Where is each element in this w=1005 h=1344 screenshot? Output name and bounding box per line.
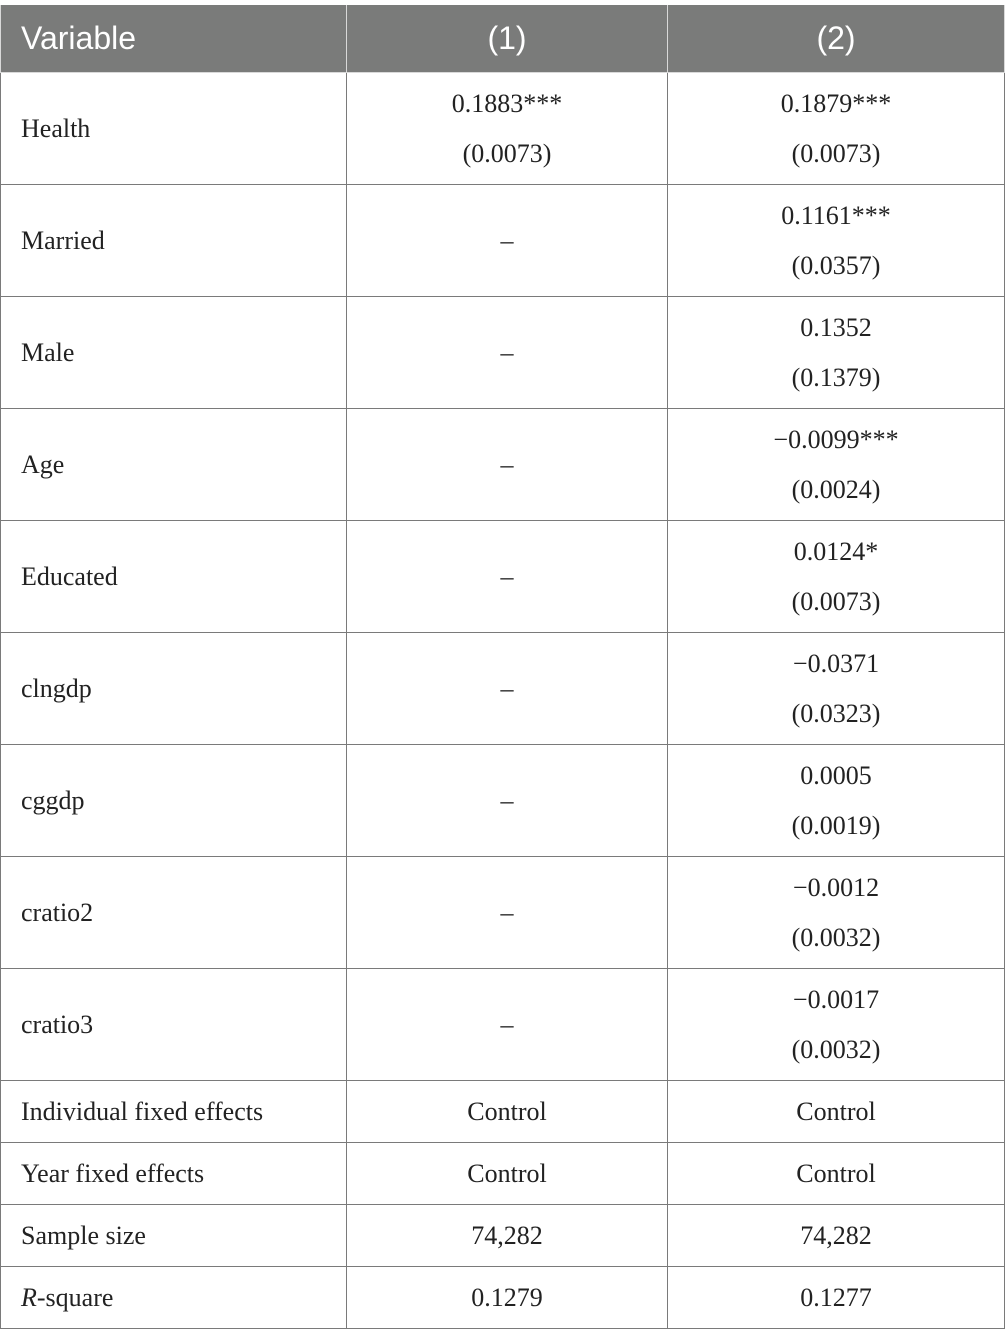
regression-table bbox=[0, 5, 1005, 1329]
cell-col2 bbox=[668, 745, 1005, 857]
column-1-header: (1) bbox=[347, 5, 668, 73]
cell-col1: Control bbox=[347, 1081, 668, 1143]
coefficient: 0.1352 bbox=[800, 312, 872, 342]
standard-error: (0.0024) bbox=[791, 474, 881, 504]
table-row-year-fe bbox=[1, 1143, 1005, 1205]
row-label: Year fixed effects bbox=[1, 1143, 347, 1205]
cell-col1: 74,282 bbox=[347, 1205, 668, 1267]
table-row-clngdp bbox=[1, 633, 1005, 745]
cell-col2 bbox=[668, 969, 1005, 1081]
standard-error: (0.0032) bbox=[791, 1034, 881, 1064]
table-row-cratio3 bbox=[1, 969, 1005, 1081]
cell-col1: – bbox=[347, 185, 668, 297]
table-row-health bbox=[1, 73, 1005, 185]
cell-col2 bbox=[668, 73, 1005, 185]
row-label: Educated bbox=[1, 521, 347, 633]
table-row-cggdp bbox=[1, 745, 1005, 857]
table-row-individual-fe bbox=[1, 1081, 1005, 1143]
coefficient: 0.1883*** bbox=[451, 88, 563, 118]
coefficient: 0.0005 bbox=[800, 760, 872, 790]
row-label: Age bbox=[1, 409, 347, 521]
table-row-educated bbox=[1, 521, 1005, 633]
table-row-married bbox=[1, 185, 1005, 297]
coefficient: −0.0017 bbox=[792, 984, 880, 1014]
variable-header: Variable bbox=[1, 5, 347, 73]
cell-col2: Control bbox=[668, 1081, 1005, 1143]
table-row-male bbox=[1, 297, 1005, 409]
cell-col1: – bbox=[347, 521, 668, 633]
row-label: cratio2 bbox=[1, 857, 347, 969]
cell-col1: – bbox=[347, 969, 668, 1081]
row-label: Sample size bbox=[1, 1205, 347, 1267]
cell-col2 bbox=[668, 409, 1005, 521]
r-square-suffix: -square bbox=[36, 1282, 114, 1312]
table-row-cratio2 bbox=[1, 857, 1005, 969]
column-2-header: (2) bbox=[668, 5, 1005, 73]
cell-col1: – bbox=[347, 297, 668, 409]
coefficient: −0.0371 bbox=[792, 648, 880, 678]
coefficient: −0.0099*** bbox=[773, 424, 899, 454]
row-label: Health bbox=[1, 73, 347, 185]
cell-col1: Control bbox=[347, 1143, 668, 1205]
coefficient: 0.1161*** bbox=[781, 200, 891, 230]
row-label bbox=[1, 1267, 347, 1329]
coefficient: 0.1879*** bbox=[780, 88, 892, 118]
standard-error: (0.0073) bbox=[791, 138, 881, 168]
cell-col2: Control bbox=[668, 1143, 1005, 1205]
cell-col1: – bbox=[347, 745, 668, 857]
table-row-age bbox=[1, 409, 1005, 521]
row-label: clngdp bbox=[1, 633, 347, 745]
cell-col1: – bbox=[347, 409, 668, 521]
cell-col1: – bbox=[347, 857, 668, 969]
standard-error: (0.0019) bbox=[791, 810, 881, 840]
coefficient: 0.0124* bbox=[793, 536, 879, 566]
row-label: cratio3 bbox=[1, 969, 347, 1081]
cell-col2 bbox=[668, 185, 1005, 297]
table-row-r-square bbox=[1, 1267, 1005, 1329]
row-label: Individual fixed effects bbox=[1, 1081, 347, 1143]
cell-col2 bbox=[668, 297, 1005, 409]
standard-error: (0.0073) bbox=[791, 586, 881, 616]
cell-col2: 74,282 bbox=[668, 1205, 1005, 1267]
cell-col2: 0.1277 bbox=[668, 1267, 1005, 1329]
coefficient: −0.0012 bbox=[792, 872, 880, 902]
standard-error: (0.0323) bbox=[791, 698, 881, 728]
standard-error: (0.1379) bbox=[791, 362, 881, 392]
row-label: cggdp bbox=[1, 745, 347, 857]
cell-col2 bbox=[668, 633, 1005, 745]
cell-col2 bbox=[668, 857, 1005, 969]
table-row-sample-size bbox=[1, 1205, 1005, 1267]
row-label: Married bbox=[1, 185, 347, 297]
standard-error: (0.0357) bbox=[791, 250, 881, 280]
cell-col1 bbox=[347, 73, 668, 185]
r-symbol: R bbox=[21, 1282, 37, 1312]
cell-col1: – bbox=[347, 633, 668, 745]
cell-col1: 0.1279 bbox=[347, 1267, 668, 1329]
cell-col2 bbox=[668, 521, 1005, 633]
standard-error: (0.0073) bbox=[462, 138, 552, 168]
row-label: Male bbox=[1, 297, 347, 409]
standard-error: (0.0032) bbox=[791, 922, 881, 952]
header-row bbox=[1, 5, 1005, 73]
